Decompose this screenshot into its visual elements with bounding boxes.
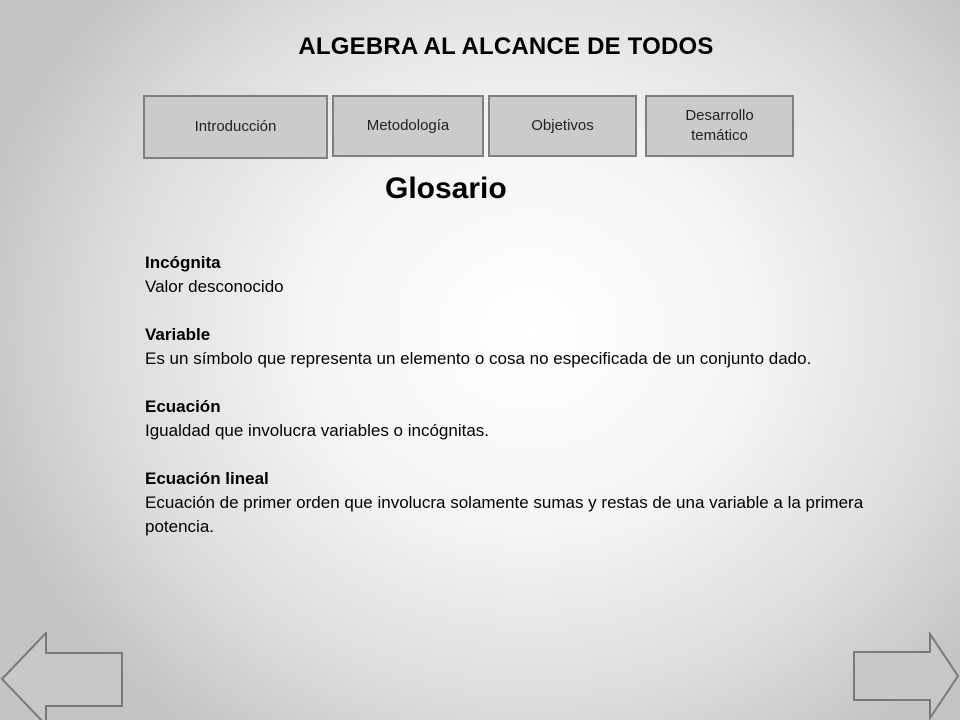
nav-button-introduccion[interactable]	[143, 95, 328, 159]
glossary-definition: Es un símbolo que representa un elemento o cosa no especificada de un conjunto dado.	[145, 349, 812, 368]
glossary-list	[145, 251, 865, 563]
nav-button-desarrollo-tematico[interactable]	[645, 95, 794, 157]
arrow-right-icon	[854, 634, 958, 718]
previous-slide-button[interactable]	[0, 632, 124, 720]
glossary-entry	[145, 395, 865, 443]
glossary-entry	[145, 467, 865, 539]
next-slide-button[interactable]	[852, 632, 960, 720]
nav-button-objetivos[interactable]	[488, 95, 637, 157]
nav-button-metodologia[interactable]	[332, 95, 484, 157]
glossary-definition: Ecuación de primer orden que involucra solamente sumas y restas de una variable a la primera potencia.	[145, 493, 864, 536]
glossary-entry	[145, 323, 865, 371]
glossary-term: Variable	[145, 325, 211, 344]
arrow-left-icon	[2, 633, 122, 720]
glossary-entry	[145, 251, 865, 299]
nav-button-label: Metodología	[366, 117, 450, 134]
glossary-definition: Igualdad que involucra variables o incógnitas.	[145, 421, 490, 440]
glossary-definition: Valor desconocido	[145, 277, 284, 296]
page-title: ALGEBRA AL ALCANCE DE TODOS	[298, 33, 714, 60]
glossary-term: Incógnita	[145, 253, 221, 272]
section-heading: Glosario	[385, 172, 507, 205]
nav-button-label: Introducción	[194, 118, 277, 135]
glossary-term: Ecuación lineal	[145, 469, 269, 488]
nav-button-label-line: Desarrollo	[685, 107, 754, 124]
nav-button-label-line: temático	[691, 127, 748, 144]
nav-button-label: Objetivos	[531, 117, 594, 134]
nav-button-label	[685, 106, 753, 146]
glossary-term: Ecuación	[145, 397, 221, 416]
